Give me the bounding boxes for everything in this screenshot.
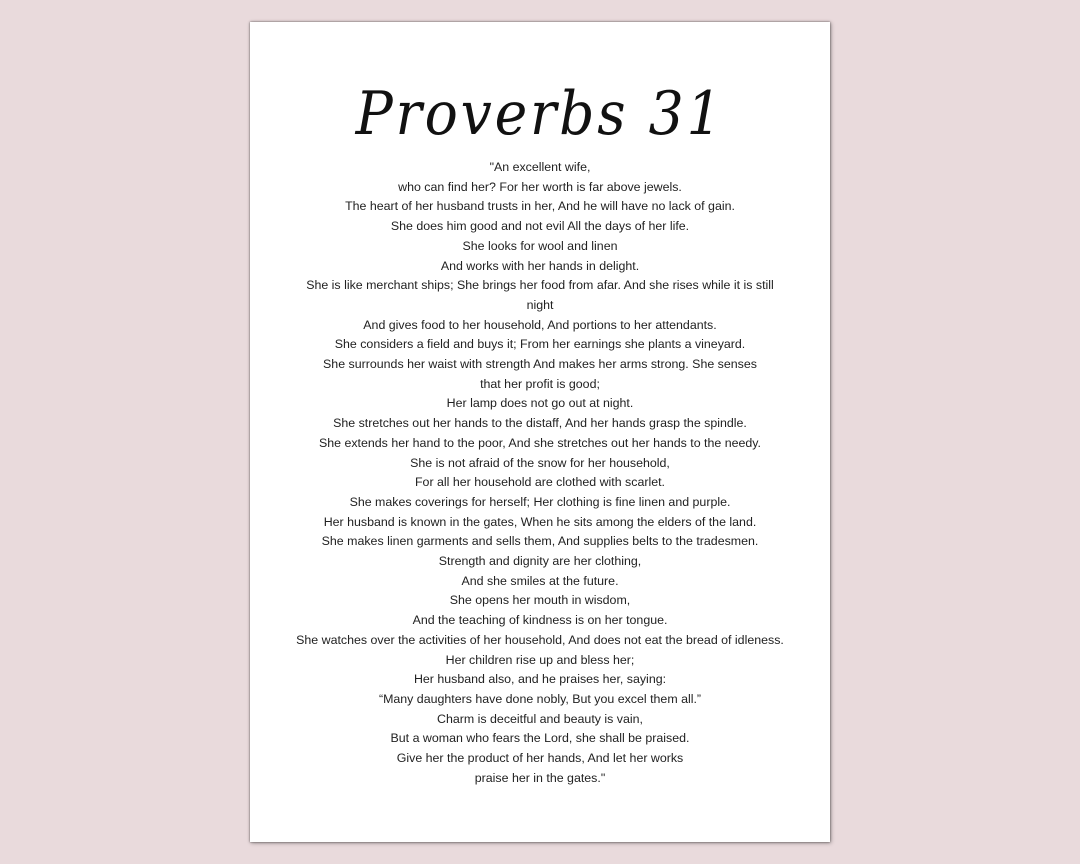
- verse-line: Her husband also, and he praises her, saying:: [413, 672, 667, 687]
- verse-line: For all her household are clothed with scarlet.: [414, 475, 665, 490]
- verse-line: Her lamp does not go out at night.: [446, 396, 634, 411]
- verse-line: praise her in the gates.": [474, 770, 606, 785]
- verse-line: And the teaching of kindness is on her tongue.: [412, 613, 668, 628]
- verse-line: Strength and dignity are her clothing,: [438, 554, 642, 569]
- verse-line: And she smiles at the future.: [461, 573, 619, 588]
- verse-line: Give her the product of her hands, And let her works: [396, 751, 684, 766]
- verse-line: who can find her? For her worth is far above jewels.: [398, 179, 682, 194]
- verse-line: that her profit is good;: [480, 376, 600, 391]
- verse-line: And works with her hands in delight.: [440, 258, 640, 273]
- verse-line: Her husband is known in the gates, When he sits among the elders of the land.: [323, 514, 757, 529]
- verse-line: And gives food to her household, And portions to her attendants.: [363, 317, 717, 332]
- print-sheet: [250, 22, 830, 842]
- verse-line: She surrounds her waist with strength And makes her arms strong. She senses: [323, 357, 757, 372]
- verse-line: She watches over the activities of her household, And does not eat the bread of idleness.: [296, 632, 784, 647]
- verse-line: She extends her hand to the poor, And she stretches out her hands to the needy.: [318, 435, 761, 450]
- verse-line: “Many daughters have done nobly, But you excel them all.”: [378, 691, 702, 706]
- verse-line: Her children rise up and bless her;: [445, 652, 635, 667]
- verse-line: She is not afraid of the snow for her household,: [410, 455, 670, 470]
- verse-text: [280, 158, 800, 789]
- verse-line: Charm is deceitful and beauty is vain,: [437, 711, 643, 726]
- verse-line: The heart of her husband trusts in her, And he will have no lack of gain.: [345, 199, 735, 214]
- verse-line: But a woman who fears the Lord, she shall be praised.: [390, 731, 690, 746]
- verse-line: She makes linen garments and sells them, And supplies belts to the tradesmen.: [321, 534, 759, 549]
- page-title: Proverbs 31: [355, 79, 725, 149]
- verse-line: She is like merchant ships; She brings her food from afar. And she rises while it is still: [306, 278, 774, 293]
- verse-line: "An excellent wife,: [489, 160, 591, 174]
- verse-line: She stretches out her hands to the distaff, And her hands grasp the spindle.: [333, 416, 747, 431]
- verse-line: She considers a field and buys it; From her earnings she plants a vineyard.: [334, 337, 746, 352]
- verse-line: She looks for wool and linen: [462, 238, 618, 253]
- verse-line: She opens her mouth in wisdom,: [449, 593, 631, 608]
- verse-line: She does him good and not evil All the days of her life.: [390, 219, 690, 234]
- verse-line: She makes coverings for herself; Her clothing is fine linen and purple.: [349, 494, 731, 509]
- verse-line: night: [526, 297, 554, 312]
